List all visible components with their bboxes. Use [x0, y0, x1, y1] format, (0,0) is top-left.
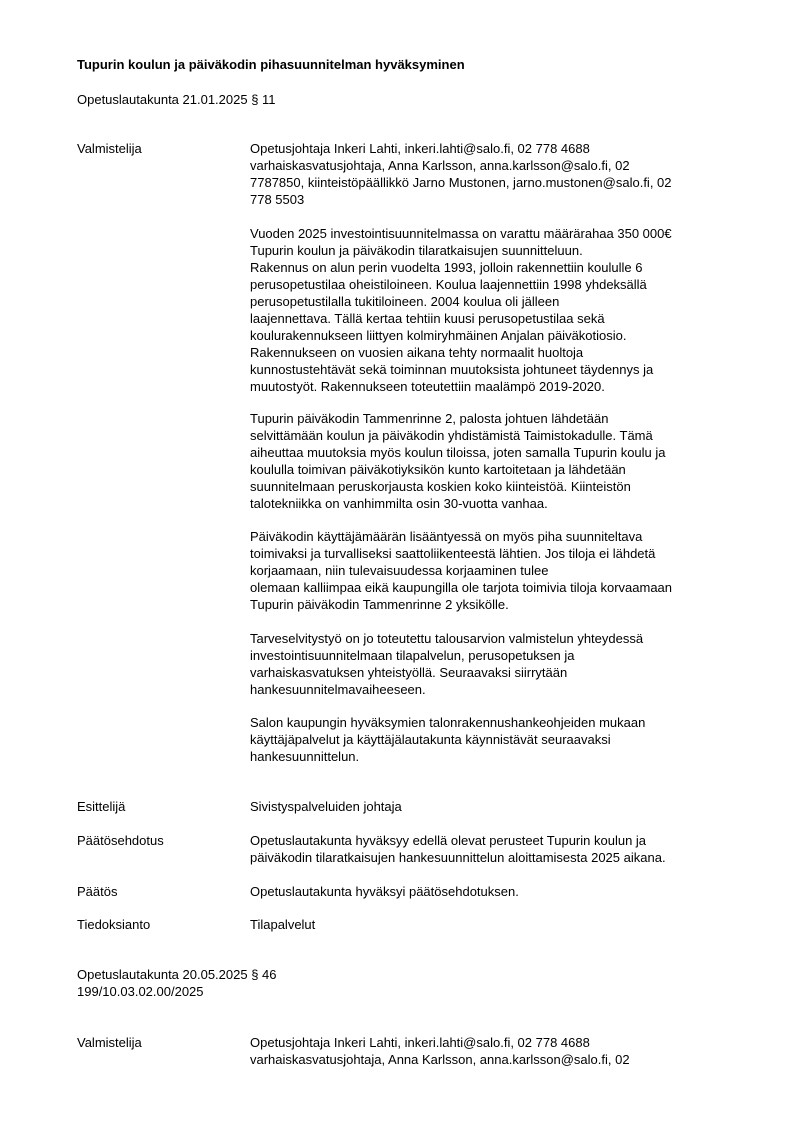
meeting-header-1: Opetuslautakunta 21.01.2025 § 11 — [77, 92, 276, 107]
paragraph-line: korjaamaan, niin tulevaisuudessa korjaaminen tulee — [250, 563, 549, 578]
paragraph-line: aiheuttaa muutoksia myös koulun tiloissa, joten samalla Tupurin koulu ja — [250, 445, 666, 460]
paatosehdotus-line: päiväkodin tilaratkaisujen hankesuunnittelun aloittamisesta 2025 aikana. — [250, 850, 666, 865]
esittelija-label: Esittelijä — [77, 799, 126, 814]
paragraph-line: koululla toimivan päiväkotiyksikön kunto kartoitetaan ja lähdetään — [250, 462, 626, 477]
paragraph-line: varhaiskasvatuksen yhteistyöllä. Seuraavaksi siirrytään — [250, 665, 568, 680]
paragraph-line: Rakennus on alun perin vuodelta 1993, jolloin rakennettiin koululle 6 — [250, 260, 643, 275]
valmistelija-line: 7787850, kiinteistöpäällikkö Jarno Mustonen, jarno.mustonen@salo.fi, 02 — [250, 175, 672, 190]
paragraph-line: Tupurin päiväkodin Tammenrinne 2 yksikölle. — [250, 597, 509, 612]
paragraph-line: Salon kaupungin hyväksymien talonrakennushankeohjeiden mukaan — [250, 715, 646, 730]
document-title: Tupurin koulun ja päiväkodin pihasuunnitelman hyväksyminen — [77, 57, 465, 72]
paragraph-line: Tupurin koulun ja päiväkodin tilaratkaisujen suunnitteluun. — [250, 243, 583, 258]
paragraph-line: kunnostustehtävät sekä toiminnan muutoksista johtuneet täydennys ja — [250, 362, 654, 377]
paragraph-line: selvittämään koulun ja päiväkodin yhdistämistä Taimistokadulle. Tämä — [250, 428, 653, 443]
paragraph-line: Vuoden 2025 investointisuunnitelmassa on varattu määrärahaa 350 000€ — [250, 226, 672, 241]
paragraph-line: perusopetustilaa oheistiloineen. Koulua laajennettiin 1998 yhdeksällä — [250, 277, 647, 292]
valmistelija2-line: Opetusjohtaja Inkeri Lahti, inkeri.lahti@salo.fi, 02 778 4688 — [250, 1035, 590, 1050]
paragraph-line: Tupurin päiväkodin Tammenrinne 2, palosta johtuen lähdetään — [250, 411, 609, 426]
paragraph-line: olemaan kalliimpaa eikä kaupungilla ole tarjota toimivia tiloja korvaamaan — [250, 580, 673, 595]
valmistelija-line: varhaiskasvatusjohtaja, Anna Karlsson, anna.karlsson@salo.fi, 02 — [250, 158, 630, 173]
valmistelija-line: Opetusjohtaja Inkeri Lahti, inkeri.lahti@salo.fi, 02 778 4688 — [250, 141, 590, 156]
paragraph-line: suunnitelmaan peruskorjausta koskien koko kiinteistöä. Kiinteistön — [250, 479, 631, 494]
meeting-header-2: Opetuslautakunta 20.05.2025 § 46 — [77, 967, 277, 982]
paragraph-line: hankesuunnitelmavaiheeseen. — [250, 682, 426, 697]
valmistelija2-line: varhaiskasvatusjohtaja, Anna Karlsson, anna.karlsson@salo.fi, 02 — [250, 1052, 630, 1067]
valmistelija-line: 778 5503 — [250, 192, 305, 207]
paragraph-line: laajennettava. Tällä kertaa tehtiin kuusi perusopetustilaa sekä — [250, 311, 605, 326]
paragraph-line: Tarveselvitystyö on jo toteutettu talousarvion valmistelun yhteydessä — [250, 631, 644, 646]
valmistelija2-label: Valmistelija — [77, 1035, 142, 1050]
tiedoksianto-label: Tiedoksianto — [77, 917, 151, 932]
paragraph-line: Päiväkodin käyttäjämäärän lisääntyessä on myös piha suunniteltava — [250, 529, 643, 544]
paragraph-line: koulurakennukseen liittyen kolmiryhmäinen Anjalan päiväkotiosio. — [250, 328, 627, 343]
paragraph-line: talotekniikka on vanhimmilta osin 30-vuotta vanhaa. — [250, 496, 548, 511]
paragraph-line: käyttäjäpalvelut ja käyttäjälautakunta käynnistävät seuraavaksi — [250, 732, 611, 747]
paragraph-line: perusopetustilalla tukitiloineen. 2004 koulua oli jälleen — [250, 294, 560, 309]
paragraph-line: toimivaksi ja turvalliseksi saattoliikenteestä lähtien. Jos tiloja ei lähdetä — [250, 546, 656, 561]
case-number: 199/10.03.02.00/2025 — [77, 984, 204, 999]
paatosehdotus-label: Päätösehdotus — [77, 833, 164, 848]
paatos-value: Opetuslautakunta hyväksyi päätösehdotuksen. — [250, 884, 519, 899]
paragraph-line: Rakennukseen on vuosien aikana tehty normaalit huoltoja — [250, 345, 584, 360]
paatosehdotus-line: Opetuslautakunta hyväksyy edellä olevat perusteet Tupurin koulun ja — [250, 833, 647, 848]
esittelija-value: Sivistyspalveluiden johtaja — [250, 799, 402, 814]
paragraph-line: investointisuunnitelmaan tilapalvelun, perusopetuksen ja — [250, 648, 575, 663]
tiedoksianto-value: Tilapalvelut — [250, 917, 316, 932]
paragraph-line: hankesuunnittelun. — [250, 749, 360, 764]
valmistelija-label: Valmistelija — [77, 141, 142, 156]
paatos-label: Päätös — [77, 884, 118, 899]
paragraph-line: muutostyöt. Rakennukseen toteutettiin maalämpö 2019-2020. — [250, 379, 605, 394]
